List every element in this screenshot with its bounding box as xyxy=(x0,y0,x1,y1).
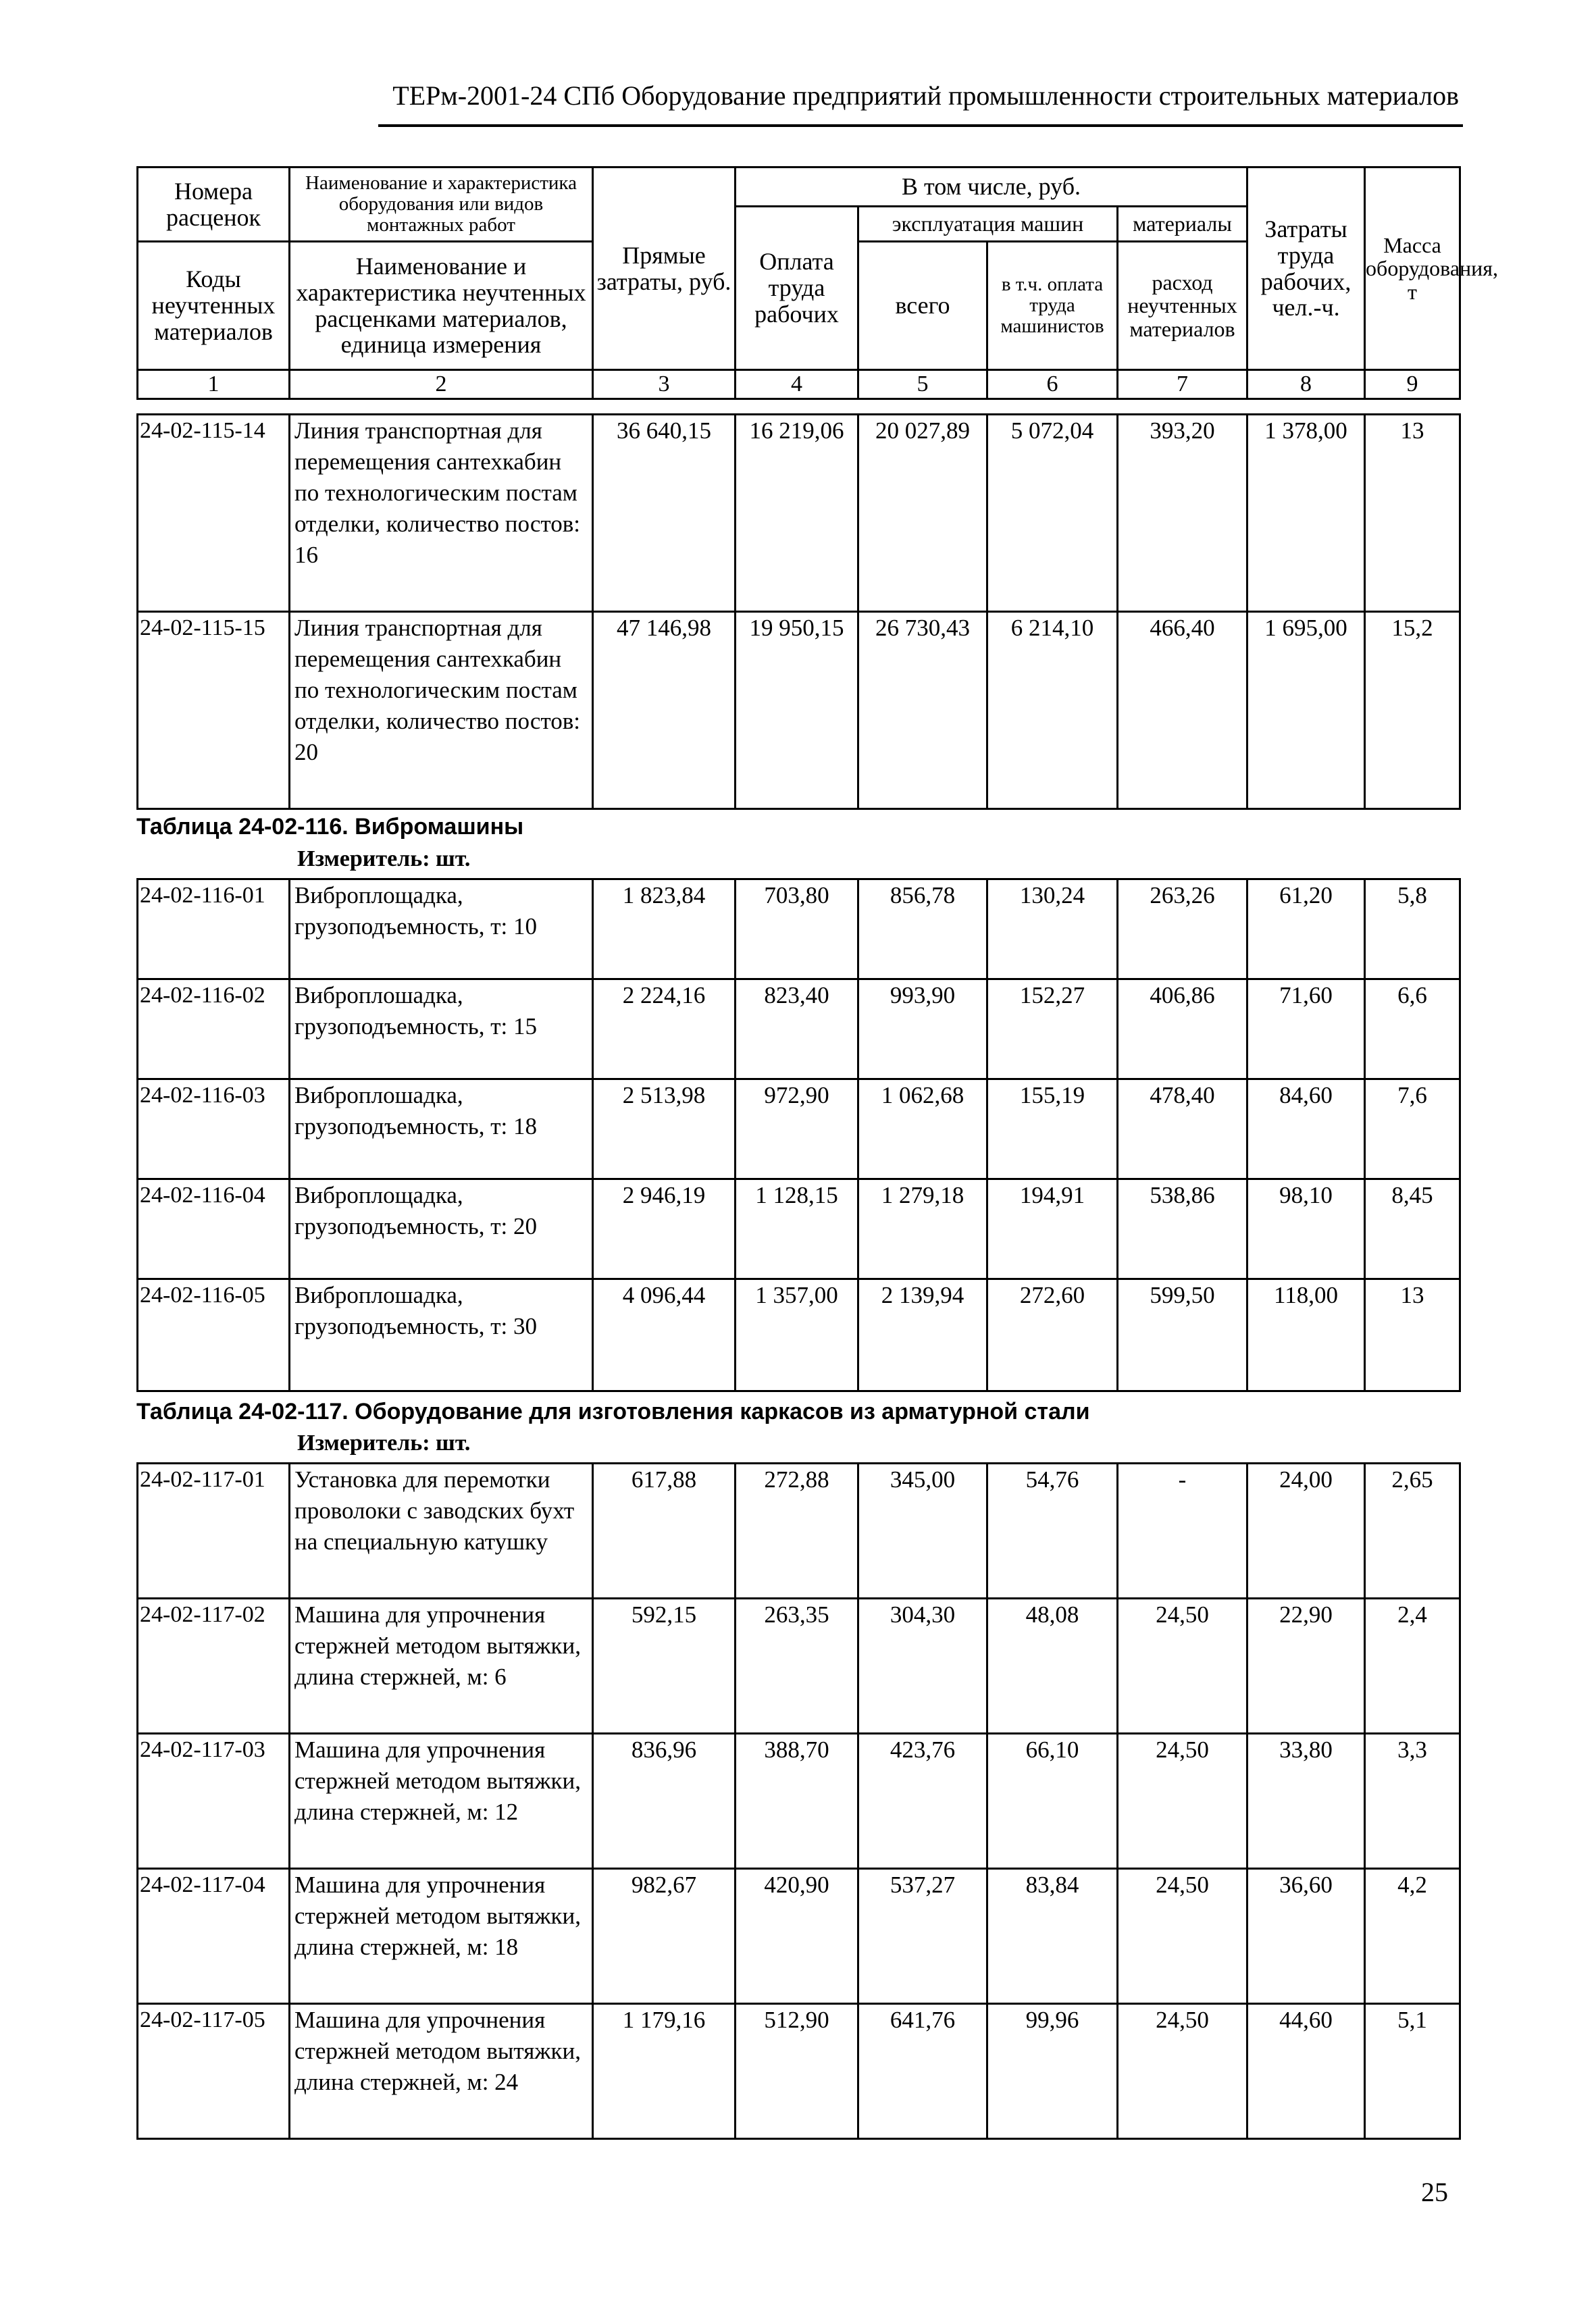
rate-name: Линия транспортная для перемещения сантехкабин по технологическим постам отделки, количество постов: 20 xyxy=(290,612,593,809)
machines-total: 641,76 xyxy=(858,2004,987,2139)
mass: 4,2 xyxy=(1365,1869,1460,2004)
rate-code: 24-02-116-04 xyxy=(138,1179,290,1279)
rate-name: Установка для перемотки проволоки с заводских бухт на специальную катушку xyxy=(290,1464,593,1599)
machinists-pay: 54,76 xyxy=(987,1464,1118,1599)
labor-hours: 24,00 xyxy=(1247,1464,1365,1599)
direct-costs: 836,96 xyxy=(593,1734,736,1869)
materials: 393,20 xyxy=(1118,415,1247,612)
col-number: 1 xyxy=(138,370,290,399)
table-row xyxy=(138,1464,1460,1599)
materials: 406,86 xyxy=(1118,979,1247,1079)
col-header-codes-top: Номера расценок xyxy=(138,168,290,242)
col-number: 4 xyxy=(736,370,858,399)
direct-costs: 1 179,16 xyxy=(593,2004,736,2139)
rate-name: Виброплощадка, грузоподъемность, т: 10 xyxy=(290,879,593,979)
direct-costs: 1 823,84 xyxy=(593,879,736,979)
materials: 24,50 xyxy=(1118,1599,1247,1734)
col-header-group: В том числе, руб. xyxy=(736,168,1247,207)
header-rule xyxy=(378,124,1463,127)
labor-hours: 118,00 xyxy=(1247,1279,1365,1391)
page-number: 25 xyxy=(1421,2177,1448,2207)
col-number: 3 xyxy=(593,370,736,399)
table-24-02-117 xyxy=(136,1462,1461,2140)
labor-pay: 19 950,15 xyxy=(736,612,858,809)
materials: 24,50 xyxy=(1118,1734,1247,1869)
direct-costs: 982,67 xyxy=(593,1869,736,2004)
col-header-machines-total: всего xyxy=(858,242,987,370)
table-row xyxy=(138,1599,1460,1734)
rate-code: 24-02-115-15 xyxy=(138,612,290,809)
materials: 538,86 xyxy=(1118,1179,1247,1279)
materials: 599,50 xyxy=(1118,1279,1247,1391)
rate-code: 24-02-115-14 xyxy=(138,415,290,612)
labor-pay: 388,70 xyxy=(736,1734,858,1869)
mass: 13 xyxy=(1365,1279,1460,1391)
table-116-unit: Измеритель: шт. xyxy=(297,846,471,871)
machines-total: 856,78 xyxy=(858,879,987,979)
machines-total: 304,30 xyxy=(858,1599,987,1734)
rate-name: Виброплошадка, грузоподъемность, т: 30 xyxy=(290,1279,593,1391)
mass: 2,4 xyxy=(1365,1599,1460,1734)
table-row xyxy=(138,612,1460,809)
rate-name: Виброплошадка, грузоподъемность, т: 18 xyxy=(290,1079,593,1179)
labor-pay: 703,80 xyxy=(736,879,858,979)
rate-name: Машина для упрочнения стержней методом вытяжки, длина стержней, м: 12 xyxy=(290,1734,593,1869)
mass: 8,45 xyxy=(1365,1179,1460,1279)
labor-pay: 512,90 xyxy=(736,2004,858,2139)
machines-total: 26 730,43 xyxy=(858,612,987,809)
machinists-pay: 48,08 xyxy=(987,1599,1118,1734)
col-header-mass: Масса оборудования, т xyxy=(1365,168,1460,370)
machines-total: 423,76 xyxy=(858,1734,987,1869)
mass: 3,3 xyxy=(1365,1734,1460,1869)
rate-name: Виброплощадка, грузоподъемность, т: 20 xyxy=(290,1179,593,1279)
table-row xyxy=(138,1734,1460,1869)
labor-hours: 1 695,00 xyxy=(1247,612,1365,809)
materials: 263,26 xyxy=(1118,879,1247,979)
labor-hours: 36,60 xyxy=(1247,1869,1365,2004)
mass: 15,2 xyxy=(1365,612,1460,809)
machines-total: 1 062,68 xyxy=(858,1079,987,1179)
direct-costs: 47 146,98 xyxy=(593,612,736,809)
rate-code: 24-02-117-02 xyxy=(138,1599,290,1734)
rate-code: 24-02-117-03 xyxy=(138,1734,290,1869)
col-number: 2 xyxy=(290,370,593,399)
machinists-pay: 272,60 xyxy=(987,1279,1118,1391)
rate-code: 24-02-116-02 xyxy=(138,979,290,1079)
col-header-labor-hours: Затраты труда рабочих, чел.-ч. xyxy=(1247,168,1365,370)
col-header-labor-pay: Оплата труда рабочих xyxy=(736,207,858,370)
rate-code: 24-02-117-01 xyxy=(138,1464,290,1599)
labor-pay: 1 128,15 xyxy=(736,1179,858,1279)
table-24-02-115 xyxy=(136,413,1461,810)
machines-total: 2 139,94 xyxy=(858,1279,987,1391)
rate-name: Линия транспортная для перемещения сантехкабин по технологическим постам отделки, количество постов: 16 xyxy=(290,415,593,612)
labor-hours: 1 378,00 xyxy=(1247,415,1365,612)
col-header-codes-bottom: Коды неучтенных материалов xyxy=(138,242,290,370)
col-header-machinists-pay: в т.ч. оплата труда машинистов xyxy=(987,242,1118,370)
column-header-table xyxy=(136,166,1499,400)
col-number: 9 xyxy=(1365,370,1460,399)
mass: 13 xyxy=(1365,415,1460,612)
machinists-pay: 99,96 xyxy=(987,2004,1118,2139)
direct-costs: 4 096,44 xyxy=(593,1279,736,1391)
direct-costs: 36 640,15 xyxy=(593,415,736,612)
col-number: 6 xyxy=(987,370,1118,399)
machines-total: 345,00 xyxy=(858,1464,987,1599)
labor-hours: 98,10 xyxy=(1247,1179,1365,1279)
col-header-materials: материалы xyxy=(1118,207,1247,242)
table-row xyxy=(138,1179,1460,1279)
materials: 478,40 xyxy=(1118,1079,1247,1179)
table-row xyxy=(138,1279,1460,1391)
mass: 7,6 xyxy=(1365,1079,1460,1179)
labor-pay: 272,88 xyxy=(736,1464,858,1599)
labor-hours: 22,90 xyxy=(1247,1599,1365,1734)
rate-name: Машина для упрочнения стержней методом вытяжки, длина стержней, м: 18 xyxy=(290,1869,593,2004)
machinists-pay: 152,27 xyxy=(987,979,1118,1079)
direct-costs: 617,88 xyxy=(593,1464,736,1599)
col-number: 8 xyxy=(1247,370,1365,399)
mass: 5,8 xyxy=(1365,879,1460,979)
materials: - xyxy=(1118,1464,1247,1599)
col-header-unaccounted-materials: расход неучтенных материалов xyxy=(1118,242,1247,370)
direct-costs: 2 224,16 xyxy=(593,979,736,1079)
direct-costs: 2 946,19 xyxy=(593,1179,736,1279)
rate-name: Виброплошадка, грузоподъемность, т: 15 xyxy=(290,979,593,1079)
labor-pay: 1 357,00 xyxy=(736,1279,858,1391)
rate-name: Машина для упрочнения стержней методом вытяжки, длина стержней, м: 24 xyxy=(290,2004,593,2139)
rate-code: 24-02-117-05 xyxy=(138,2004,290,2139)
machinists-pay: 194,91 xyxy=(987,1179,1118,1279)
table-row xyxy=(138,2004,1460,2139)
col-number: 7 xyxy=(1118,370,1247,399)
labor-pay: 263,35 xyxy=(736,1599,858,1734)
table-row xyxy=(138,1869,1460,2004)
machinists-pay: 83,84 xyxy=(987,1869,1118,2004)
labor-pay: 420,90 xyxy=(736,1869,858,2004)
col-header-direct-costs: Прямые затраты, руб. xyxy=(593,168,736,370)
table-row xyxy=(138,879,1460,979)
table-117-unit: Измеритель: шт. xyxy=(297,1431,471,1456)
materials: 466,40 xyxy=(1118,612,1247,809)
table-row xyxy=(138,415,1460,612)
col-header-name-bottom: Наименование и характеристика неучтенных расценками материалов, единица измерения xyxy=(290,242,593,370)
rate-code: 24-02-116-05 xyxy=(138,1279,290,1391)
materials: 24,50 xyxy=(1118,1869,1247,2004)
machines-total: 1 279,18 xyxy=(858,1179,987,1279)
labor-pay: 823,40 xyxy=(736,979,858,1079)
materials: 24,50 xyxy=(1118,2004,1247,2139)
mass: 2,65 xyxy=(1365,1464,1460,1599)
rate-code: 24-02-116-03 xyxy=(138,1079,290,1179)
table-row xyxy=(138,979,1460,1079)
mass: 5,1 xyxy=(1365,2004,1460,2139)
direct-costs: 2 513,98 xyxy=(593,1079,736,1179)
labor-hours: 44,60 xyxy=(1247,2004,1365,2139)
machinists-pay: 66,10 xyxy=(987,1734,1118,1869)
table-116-caption: Таблица 24-02-116. Вибромашины xyxy=(136,814,524,840)
machines-total: 20 027,89 xyxy=(858,415,987,612)
rate-name: Машина для упрочнения стержней методом вытяжки, длина стержней, м: 6 xyxy=(290,1599,593,1734)
machinists-pay: 155,19 xyxy=(987,1079,1118,1179)
table-24-02-116 xyxy=(136,878,1461,1392)
table-row xyxy=(138,1079,1460,1179)
machines-total: 537,27 xyxy=(858,1869,987,2004)
machinists-pay: 5 072,04 xyxy=(987,415,1118,612)
col-header-machines: эксплуатация машин xyxy=(858,207,1118,242)
labor-hours: 33,80 xyxy=(1247,1734,1365,1869)
machinists-pay: 130,24 xyxy=(987,879,1118,979)
rate-code: 24-02-117-04 xyxy=(138,1869,290,2004)
mass: 6,6 xyxy=(1365,979,1460,1079)
rate-code: 24-02-116-01 xyxy=(138,879,290,979)
labor-pay: 16 219,06 xyxy=(736,415,858,612)
labor-hours: 71,60 xyxy=(1247,979,1365,1079)
page-header-title: ТЕРм-2001-24 СПб Оборудование предприятий промышленности строительных материалов xyxy=(392,80,1459,111)
labor-hours: 61,20 xyxy=(1247,879,1365,979)
table-117-caption: Таблица 24-02-117. Оборудование для изготовления каркасов из арматурной стали xyxy=(136,1399,1090,1424)
labor-pay: 972,90 xyxy=(736,1079,858,1179)
machines-total: 993,90 xyxy=(858,979,987,1079)
labor-hours: 84,60 xyxy=(1247,1079,1365,1179)
col-number: 5 xyxy=(858,370,987,399)
direct-costs: 592,15 xyxy=(593,1599,736,1734)
machinists-pay: 6 214,10 xyxy=(987,612,1118,809)
col-header-name-top: Наименование и характеристика оборудования или видов монтажных работ xyxy=(290,168,593,242)
